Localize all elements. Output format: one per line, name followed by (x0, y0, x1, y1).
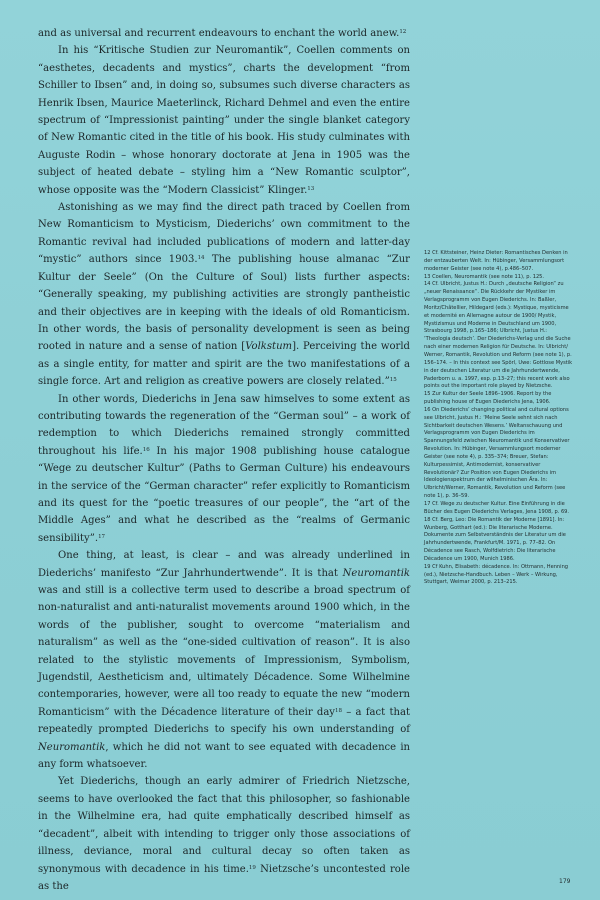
body-paragraph (38, 25, 410, 42)
body-paragraph (38, 199, 410, 390)
italic-term: Neuromantik (38, 741, 106, 753)
body-paragraph (38, 547, 410, 773)
text-run: was and still is a collective term used to describe a broad spectrum of non-naturalist and anti-naturalist movements around 1900 which, in the words of the publisher, sought to overcome “materialism and naturalism” as well as the “one-sided cultivation of reason”. It is also related to the stylistic movements of Impressionism, Symbolism, Jugendstil, Aestheticism and, ultimately Décadence. Some Wilhelmine contemporaries, however, were all too ready to equate the new “modern Romanticism” with the Décadence literature of their day (38, 585, 410, 718)
main-text-column (38, 25, 410, 895)
body-paragraph (38, 773, 410, 895)
page-number: 179 (559, 878, 571, 885)
footnote: 16 On Diederichs’ changing political and cultural options see Ulbricht, Justus H.: ‘Meine Seele sehnt sich nach Sichtbarkeit deutschen Wesens.’ Weltanschauung und Verlagsprogramm von Eugen Diederichs im Spannungsfeld zwischen Neuromantik und Konservativer Revolution. In: Hübinger, Versammlungsort moderner Geister (see note 4), p. 335–374; Breuer, Stefan: Kulturpessimist, Antimodernist, konservativer Revolutionär? Zur Position von Eugen Diederichs im Ideologienspektrum der wilhelminischen Ära. In: Ulbricht/Werner, Romantik, Revolution und Reform (see note 1), p. 36–59. (424, 406, 570, 500)
footnote-marker: 14 (197, 255, 205, 262)
text-run: The publishing house almanac “Zur Kultur der Seele” (On the Culture of Soul) lists further aspects: “Generally speaking, my publishing activities are strongly pantheistic and their objectives are in keeping with the ideals of old Romanticism. In other words, the basis of personality development is seen as being rooted in nature and a sense of nation [ (38, 254, 410, 353)
text-run: Nietzsche’s uncontested role as the (38, 863, 411, 892)
text-run: and as universal and recurrent endeavours to enchant the world anew. (38, 28, 400, 39)
footnotes-column (424, 250, 574, 587)
footnote: 17 Cf. Wege zu deutscher Kultur. Eine Einführung in die Bücher des Eugen Diederichs Verlages, Jena 1908, p. 69. (424, 501, 570, 515)
footnote-marker: 19 (248, 864, 256, 871)
footnote-marker: 13 (307, 185, 315, 192)
text-run: In his major 1908 publishing house catalogue “Wege zu deutscher Kultur” (Paths to German Culture) his endeavours in the service of the “German character” refer explicitly to Romanticism and its quest for the “poetic treasures of our people”, the “art of the Middle Ages” and what he described as the “realms of Germanic sensibility”. (38, 445, 410, 544)
body-paragraph (38, 42, 410, 199)
footnote: 18 Cf. Berg, Leo: Die Romantik der Moderne [1891]. In: Wunberg, Gotthart (ed.): Die literarische Moderne. Dokumente zum Selbstverständnis der Literatur um die Jahrhundertwende, Frankfurt/M. 1971, p. 77–82. On Décadence see Rasch, Wolfdietrich: Die literarische Décadence um 1900, Munich 1986. (424, 516, 566, 562)
italic-term: Volkstum (245, 341, 293, 353)
text-run: Yet Diederichs, though an early admirer of Friedrich Nietzsche, seems to have overlooked the fact that this philosopher, so fashionable in the Wilhelmine era, had quite emphatically described himself as “decadent”, albeit with intending to trigger only those associations of illness, deviance, moral and cultural decay so often taken as synonymous with decadence in his time. (38, 776, 410, 875)
footnote-marker: 16 (142, 446, 150, 453)
footnote-marker: 18 (335, 707, 342, 714)
footnote: 19 Cf Kuhn, Elisabeth: décadence. In: Ottmann, Henning (ed.), Nietzsche-Handbuch. Leben – Werk – Wirkung, Stuttgart, Weimar 2000, p. 213–215. (424, 563, 569, 586)
footnote-marker: 12 (399, 29, 407, 35)
footnote: 14 Cf. Ulbricht, Justus H.: Durch „deutsche Religion“ zu „neuer Renaissance“. Die Rückkehr der Mystiker im Verlagsprogramm von Eugen Diederichs. In: Baßler, Moritz/Châtellier, Hildegard (eds.): Mystique, mysticisme et modernité en Allemagne autour de 1900/ Mystik, Mystizismus und Moderne in Deutschland um 1900, Strasbourg 1998, p.165–186; Ulbricht, Justus H.: ‘Theologia deutsch’. Der Diederichs-Verlag und die Suche nach einer modernen Religion für Deutsche. In: Ulbricht/ Werner, Romantik, Revolution und Reform (see note 1), p. 156–174. – In this context see Spörl, Uwe: Gottlose Mystik in der deutschen Literatur um die Jahrhundertwende, Paderborn u. a. 1997, esp. p.13–27; this recent work also points out the important role played by Nietzsche. (424, 281, 573, 390)
footnote: 13 Coellen, Neuromantik (see note 11), p. 125. (424, 273, 545, 280)
text-run: ]. Perceiving the world as a single entity, for matter and spirit are the two manifestations of a single force. Art and religion as creative powers are closely related.” (38, 341, 410, 388)
footnote: 12 Cf. Kittsteiner, Heinz Dieter: Romantisches Denken in der entzauberten Welt. In: Hübinger, Versammlungsort moderner Geister (see note 4), p.486–507. (424, 250, 568, 272)
body-paragraph (38, 391, 410, 548)
footnote-marker: 15 (389, 377, 397, 384)
text-run: Astonishing as we may find the direct path traced by Coellen from New Romanticism to Mysticism, Diederichs’ own commitment to the Romantic revival had included publications of modern and latter-day “mystic” authors since 1903. (38, 202, 410, 266)
text-run: , which he did not want to see equated with decadence in any form whatsoever. (38, 741, 410, 771)
footnote: 15 Zur Kultur der Seele 1896–1906. Report by the publishing house of Eugen Diederichs Jena, 1906. (424, 391, 552, 406)
text-run: In other words, Diederichs in Jena saw himselves to some extent as contributing towards the regeneration of the “German soul” – a work of redemption to which Diederichs remained strongly committed throughout his life. (38, 393, 410, 457)
text-run: One thing, at least, is clear – and was already underlined in Diederichs’ manifesto “Zur Jahrhundertwende”. It is that (38, 550, 410, 579)
italic-term: Neuromantik (342, 567, 410, 579)
text-run: In his “Kritische Studien zur Neuromantik”, Coellen comments on “aesthetes, decadents and mystics”, charts the development “from Schiller to Ibsen” and, in doing so, subsumes such diverse characters as Henrik Ibsen, Maurice Maeterlinck, Richard Dehmel and even the entire spectrum of “Impressionist painting” under the single blanket category of New Romantic cited in the title of his book. His study culminates with Auguste Rodin – whose honorary doctorate at Jena in 1905 was the subject of heated debate – styling him a “New Romantic sculptor”, whose opposite was the “Modern Classicist” Klinger. (38, 45, 410, 196)
text-run: – a fact that repeatedly prompted Diederichs to specify his own understanding of (38, 706, 410, 736)
footnote-marker: 17 (98, 533, 106, 540)
